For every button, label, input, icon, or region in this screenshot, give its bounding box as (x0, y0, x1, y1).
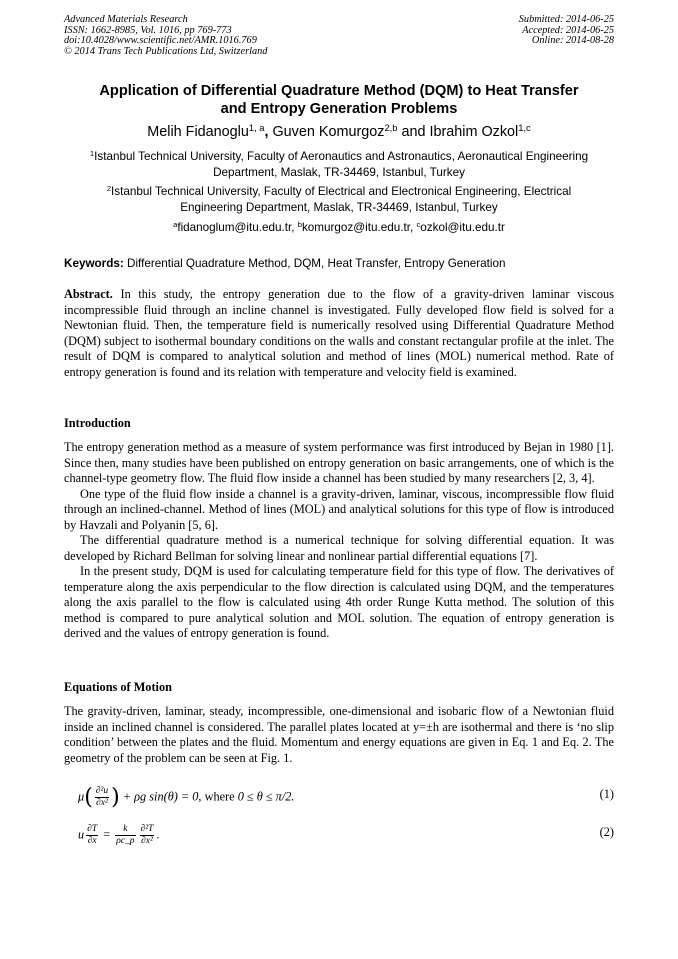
title-line-2: and Entropy Generation Problems (220, 101, 458, 117)
journal-info (64, 15, 267, 57)
eq1-mu: μ (78, 789, 85, 804)
eq2-numerator-2: k (115, 824, 135, 836)
equation-1-number: (1) (599, 787, 614, 801)
email-a-sup: a (173, 220, 178, 230)
accepted-date: Accepted: 2014-06-25 (522, 24, 614, 36)
introduction-body (64, 440, 614, 642)
keywords-label: Keywords: (64, 257, 124, 270)
keywords (64, 256, 614, 271)
affiliation-1 (64, 149, 614, 180)
eq1-fraction (95, 786, 109, 809)
motion-paragraph-1: The gravity-driven, laminar, steady, incompressible, one-dimensional and isobaric flow of a Newtonian fluid inside an inclined channel is considered. The parallel plates located at y=±h are isothermal and there is ‘no slip condition’ between the plates and the fluid. Momentum and energy equations are given in Eq. 1 and Eq. 2. The geometry of the problem can be seen at Fig. 1. (64, 704, 614, 765)
email-c-sup: c (416, 220, 421, 230)
affiliation-2-text: Istanbul Technical University, Faculty of Electrical and Electronical Engineering, Electrical (111, 185, 572, 198)
intro-paragraph-2: One type of the fluid flow inside a channel is a gravity-driven, laminar, viscous, incompressible flow fluid through an inclined-channel. Method of lines (MOL) and analytical solutions for this type of flow is introduced by Havzali and Polyanin [5, 6]. (64, 486, 614, 532)
affiliation-2-number: 2 (106, 184, 112, 194)
affiliation-1-text: Istanbul Technical University, Faculty of Aeronautics and Astronautics, Aeronautical Engineering (94, 150, 589, 163)
abstract-text: In this study, the entropy generation due to the flow of a gravity-driven laminar viscous incompressible fluid through an incline channel is investigated. Fully developed flow field is solved for a Newtonian fluid. Then, the temperature field is numerically resolved using Differential Quadrature Method (DQM) subject to isothermal boundary conditions on the walls and constant rectangular profile at the inlet. The result of DQM is compared to analytical solution and method of lines (MOL) numerical method. Rate of entropy generation is found and its relation with temperature and velocity field is examined. (64, 287, 614, 379)
introduction-heading: Introduction (64, 416, 131, 430)
eq2-denominator-1: ∂x (87, 836, 97, 846)
email-b[interactable]: komurgoz@itu.edu.tr, (301, 221, 417, 234)
eq2-lhs: u (78, 827, 85, 842)
author-3-affil: 1,c (518, 123, 531, 134)
author-3: Ibrahim Ozkol (429, 124, 519, 140)
author-separator-1: , (264, 124, 273, 140)
doi-line[interactable]: doi:10.4028/www.scientific.net/AMR.1016.769 (64, 35, 257, 47)
eq1-denominator: ∂x² (96, 798, 108, 808)
eq2-equals: = (100, 827, 114, 842)
equation-2 (78, 824, 159, 847)
author-1-affil: 1, a (248, 123, 265, 134)
eq2-end: . (156, 827, 160, 842)
eq2-numerator-3: ∂²T (140, 824, 154, 834)
eq1-close-paren: ) (111, 785, 120, 810)
online-date: Online: 2014-08-28 (531, 35, 614, 47)
affiliation-1-line-2: Department, Maslak, TR-34469, Istanbul, Turkey (213, 165, 465, 179)
equation-2-number: (2) (599, 825, 614, 839)
eq1-rest: + ρg sin(θ) = 0 (119, 789, 199, 804)
intro-paragraph-4: In the present study, DQM is used for calculating temperature field for this type of flow. The derivatives of temperature along the axis perpendicular to the flow direction is calculated using DQM, and the temperatures along the axis parallel to the flow is calculated using 4th order Runge Kutta method. The solution of this method is compared to pure analytical solution and MOL solution. The equation of entropy generation is derived and the values of entropy generation is found. (64, 564, 614, 640)
submitted-date: Submitted: 2014-06-25 (518, 14, 614, 25)
eq1-where: , where (198, 789, 238, 804)
email-b-sup: b (297, 220, 302, 230)
abstract-label: Abstract. (64, 287, 113, 301)
eq1-condition: 0 ≤ θ ≤ π/2. (237, 789, 295, 804)
eq2-denominator-3: ∂x² (141, 836, 153, 846)
email-line (64, 220, 614, 236)
eq1-numerator: ∂²u (95, 786, 109, 796)
abstract-paragraph (64, 287, 614, 380)
affiliation-1-line-1 (64, 149, 614, 165)
intro-paragraph-3: The differential quadrature method is a numerical technique for solving differential equation. It was developed by Richard Bellman for solving linear and nonlinear partial differential equations [7]. (64, 533, 614, 563)
equation-1 (78, 786, 294, 809)
affiliation-2 (64, 184, 614, 215)
author-separator-2: and (397, 124, 430, 140)
eq1-open-paren: ( (84, 785, 93, 810)
affiliation-2-line-2: Engineering Department, Maslak, TR-34469, Istanbul, Turkey (180, 200, 498, 214)
affiliation-1-number: 1 (89, 149, 95, 159)
keywords-text: Differential Quadrature Method, DQM, Heat Transfer, Entropy Generation (123, 257, 506, 270)
equations-of-motion-heading: Equations of Motion (64, 680, 172, 694)
copyright-line: © 2014 Trans Tech Publications Ltd, Switzerland (64, 45, 268, 57)
email-c[interactable]: ozkol@itu.edu.tr (420, 221, 505, 234)
author-2: Guven Komurgoz (272, 124, 385, 140)
affiliation-2-line-1 (64, 184, 614, 200)
title-line-1: Application of Differential Quadrature Method (DQM) to Heat Transfer (99, 83, 579, 99)
author-1: Melih Fidanoglu (147, 124, 249, 140)
eq2-denominator-2: ρc_p (116, 836, 135, 846)
eq2-fraction-2 (115, 824, 135, 847)
equations-of-motion-body (64, 704, 614, 766)
eq2-numerator-1: ∂T (87, 824, 98, 834)
author-2-affil: 2,b (384, 123, 398, 134)
journal-name: Advanced Materials Research (64, 14, 188, 25)
eq2-fraction-1 (86, 824, 98, 847)
author-list (64, 123, 614, 141)
intro-paragraph-1: The entropy generation method as a measure of system performance was first introduced by Bejan in 1980 [1]. Since then, many studies have been published on entropy generation on basic arrangements, one of which is the channel-type geometry flow. The fluid flow inside a channel has been studied by many researchers [2, 3, 4]. (64, 440, 614, 485)
issn-line: ISSN: 1662-8985, Vol. 1016, pp 769-773 (64, 24, 232, 36)
submission-dates (519, 15, 614, 47)
eq2-fraction-3 (140, 824, 155, 847)
paper-title (64, 82, 614, 118)
email-a[interactable]: fidanoglum@itu.edu.tr, (177, 221, 298, 234)
abstract (64, 287, 614, 380)
